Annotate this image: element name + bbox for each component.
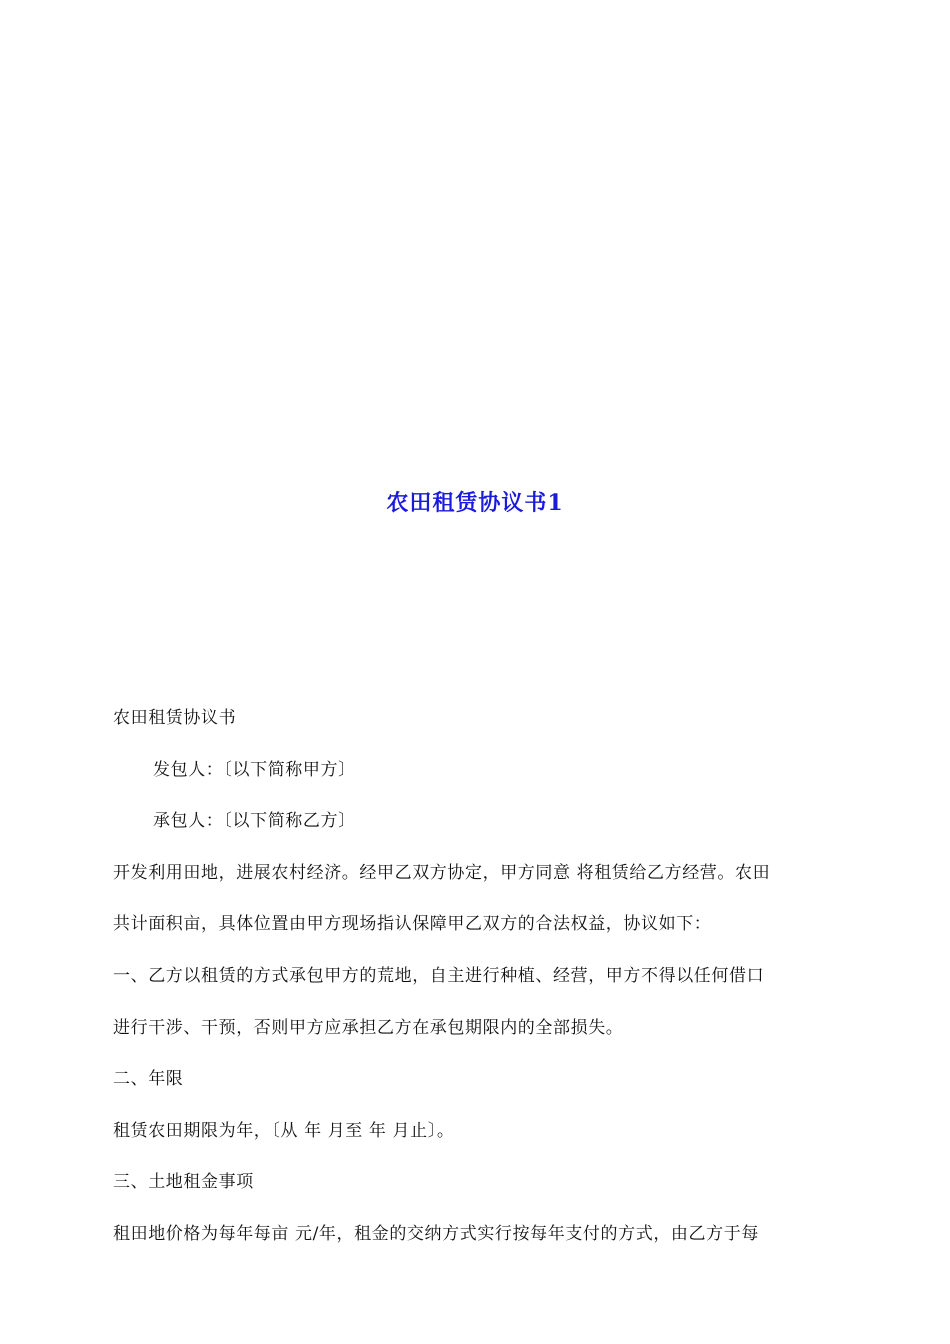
paragraph-line: 租赁农田期限为年，〔从 年 月至 年 月止〕。 — [113, 1120, 455, 1141]
paragraph-line: 一、乙方以租赁的方式承包甲方的荒地，自主进行种植、经营，甲方不得以任何借口 — [113, 965, 765, 986]
party-b-line: 承包人：〔以下简称乙方〕 — [153, 811, 356, 832]
paragraph-line: 进行干涉、干预，否则甲方应承担乙方在承包期限内的全部损失。 — [113, 1017, 624, 1038]
doc-heading-line: 农田租赁协议书 — [113, 708, 237, 728]
paragraph-line: 租田地价格为每年每亩 元/年，租金的交纳方式实行按每年支付的方式，由乙方于每 — [113, 1223, 759, 1244]
section-heading: 二、年限 — [113, 1069, 184, 1090]
paragraph-line: 共计面积亩，具体位置由甲方现场指认保障甲乙双方的合法权益，协议如下： — [113, 914, 712, 935]
document-body — [113, 705, 843, 1273]
party-a-line: 发包人：〔以下简称甲方〕 — [153, 759, 356, 780]
paragraph-line: 开发利用田地，进展农村经济。经甲乙双方协定，甲方同意 将租赁给乙方经营。农田 — [113, 862, 771, 883]
section-heading: 三、土地租金事项 — [113, 1172, 254, 1193]
document-title: 农田租赁协议书1 — [386, 490, 564, 516]
